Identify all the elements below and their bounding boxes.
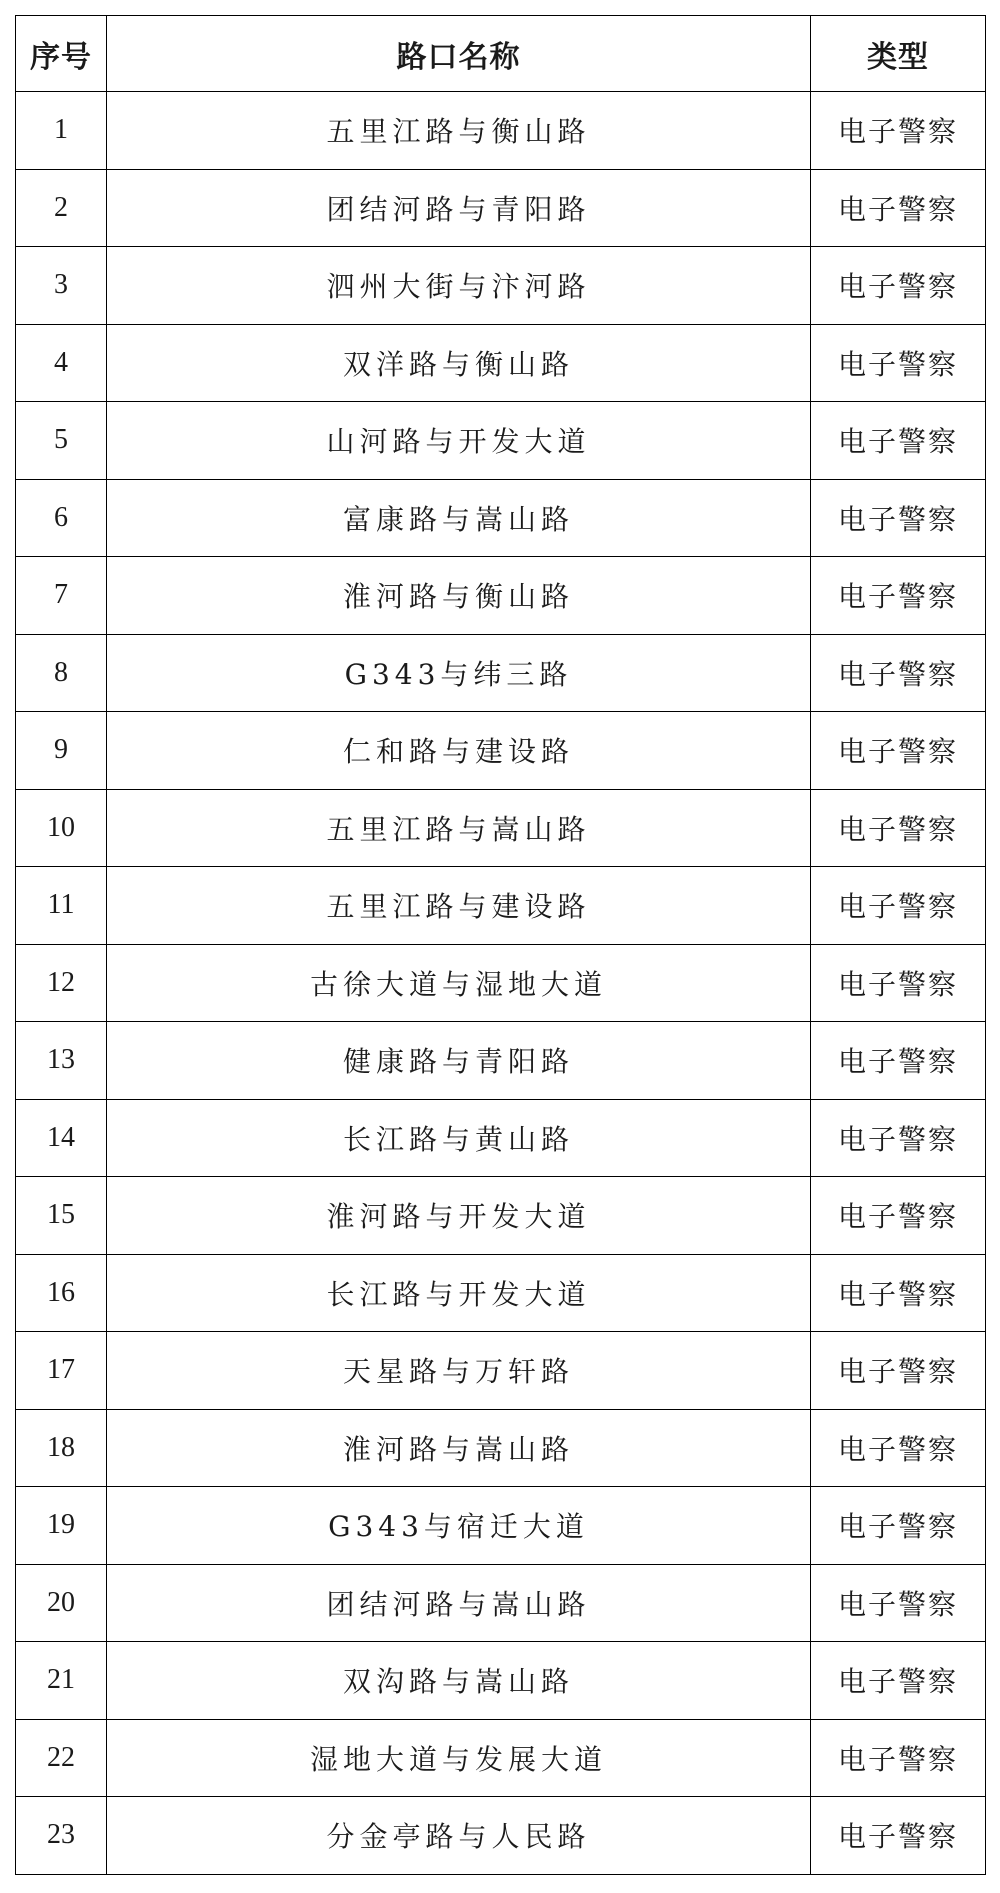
- cell-intersection-name: 淮河路与开发大道: [107, 1177, 811, 1255]
- cell-serial-number: 11: [16, 867, 107, 945]
- cell-serial-number: 6: [16, 479, 107, 557]
- cell-type: 电子警察: [811, 1022, 986, 1100]
- cell-type: 电子警察: [811, 1409, 986, 1487]
- cell-serial-number: 3: [16, 247, 107, 325]
- cell-intersection-name: 双洋路与衡山路: [107, 324, 811, 402]
- table-row: [16, 1332, 986, 1410]
- table-row: [16, 1022, 986, 1100]
- intersection-table-container: [15, 15, 985, 1875]
- cell-serial-number: 15: [16, 1177, 107, 1255]
- cell-type: 电子警察: [811, 557, 986, 635]
- cell-type: 电子警察: [811, 712, 986, 790]
- table-row: [16, 169, 986, 247]
- cell-type: 电子警察: [811, 1487, 986, 1565]
- header-intersection-name: 路口名称: [107, 16, 811, 92]
- cell-type: 电子警察: [811, 479, 986, 557]
- cell-serial-number: 12: [16, 944, 107, 1022]
- cell-intersection-name: 分金亭路与人民路: [107, 1797, 811, 1875]
- cell-type: 电子警察: [811, 1332, 986, 1410]
- cell-type: 电子警察: [811, 169, 986, 247]
- table-row: [16, 1487, 986, 1565]
- table-row: [16, 1099, 986, 1177]
- table-row: [16, 402, 986, 480]
- cell-serial-number: 9: [16, 712, 107, 790]
- cell-serial-number: 21: [16, 1642, 107, 1720]
- cell-serial-number: 20: [16, 1564, 107, 1642]
- header-serial-number: 序号: [16, 16, 107, 92]
- cell-intersection-name: 五里江路与衡山路: [107, 92, 811, 170]
- cell-intersection-name: 淮河路与衡山路: [107, 557, 811, 635]
- cell-serial-number: 2: [16, 169, 107, 247]
- table-row: [16, 1642, 986, 1720]
- cell-serial-number: 1: [16, 92, 107, 170]
- table-row: [16, 557, 986, 635]
- cell-type: 电子警察: [811, 1719, 986, 1797]
- table-row: [16, 479, 986, 557]
- table-row: [16, 247, 986, 325]
- cell-intersection-name: 双沟路与嵩山路: [107, 1642, 811, 1720]
- table-row: [16, 1177, 986, 1255]
- cell-serial-number: 18: [16, 1409, 107, 1487]
- cell-intersection-name: 团结河路与嵩山路: [107, 1564, 811, 1642]
- cell-intersection-name: 长江路与黄山路: [107, 1099, 811, 1177]
- cell-intersection-name: 泗州大街与汴河路: [107, 247, 811, 325]
- cell-intersection-name: 天星路与万轩路: [107, 1332, 811, 1410]
- cell-type: 电子警察: [811, 324, 986, 402]
- cell-intersection-name: 五里江路与建设路: [107, 867, 811, 945]
- cell-type: 电子警察: [811, 789, 986, 867]
- cell-serial-number: 13: [16, 1022, 107, 1100]
- cell-serial-number: 16: [16, 1254, 107, 1332]
- table-row: [16, 324, 986, 402]
- cell-type: 电子警察: [811, 247, 986, 325]
- cell-type: 电子警察: [811, 402, 986, 480]
- cell-intersection-name: G343与纬三路: [107, 634, 811, 712]
- cell-serial-number: 17: [16, 1332, 107, 1410]
- cell-intersection-name: 健康路与青阳路: [107, 1022, 811, 1100]
- cell-serial-number: 22: [16, 1719, 107, 1797]
- cell-type: 电子警察: [811, 944, 986, 1022]
- table-body: [16, 92, 986, 1875]
- cell-type: 电子警察: [811, 1797, 986, 1875]
- cell-intersection-name: 五里江路与嵩山路: [107, 789, 811, 867]
- cell-serial-number: 7: [16, 557, 107, 635]
- cell-intersection-name: 湿地大道与发展大道: [107, 1719, 811, 1797]
- cell-intersection-name: 富康路与嵩山路: [107, 479, 811, 557]
- cell-type: 电子警察: [811, 1642, 986, 1720]
- cell-type: 电子警察: [811, 1564, 986, 1642]
- cell-serial-number: 10: [16, 789, 107, 867]
- cell-type: 电子警察: [811, 92, 986, 170]
- cell-type: 电子警察: [811, 1099, 986, 1177]
- cell-serial-number: 14: [16, 1099, 107, 1177]
- cell-intersection-name: 长江路与开发大道: [107, 1254, 811, 1332]
- table-row: [16, 1254, 986, 1332]
- table-row: [16, 867, 986, 945]
- table-row: [16, 944, 986, 1022]
- intersection-table: [15, 15, 986, 1875]
- cell-type: 电子警察: [811, 634, 986, 712]
- table-row: [16, 92, 986, 170]
- table-row: [16, 1719, 986, 1797]
- cell-serial-number: 5: [16, 402, 107, 480]
- header-row: [16, 16, 986, 92]
- cell-intersection-name: 团结河路与青阳路: [107, 169, 811, 247]
- cell-serial-number: 8: [16, 634, 107, 712]
- table-row: [16, 1797, 986, 1875]
- table-header: [16, 16, 986, 92]
- cell-intersection-name: 淮河路与嵩山路: [107, 1409, 811, 1487]
- cell-type: 电子警察: [811, 867, 986, 945]
- cell-serial-number: 4: [16, 324, 107, 402]
- cell-intersection-name: 仁和路与建设路: [107, 712, 811, 790]
- cell-intersection-name: 山河路与开发大道: [107, 402, 811, 480]
- table-row: [16, 789, 986, 867]
- cell-type: 电子警察: [811, 1254, 986, 1332]
- table-row: [16, 712, 986, 790]
- table-row: [16, 634, 986, 712]
- table-row: [16, 1409, 986, 1487]
- cell-intersection-name: 古徐大道与湿地大道: [107, 944, 811, 1022]
- cell-intersection-name: G343与宿迁大道: [107, 1487, 811, 1565]
- cell-serial-number: 23: [16, 1797, 107, 1875]
- header-type: 类型: [811, 16, 986, 92]
- cell-type: 电子警察: [811, 1177, 986, 1255]
- cell-serial-number: 19: [16, 1487, 107, 1565]
- table-row: [16, 1564, 986, 1642]
